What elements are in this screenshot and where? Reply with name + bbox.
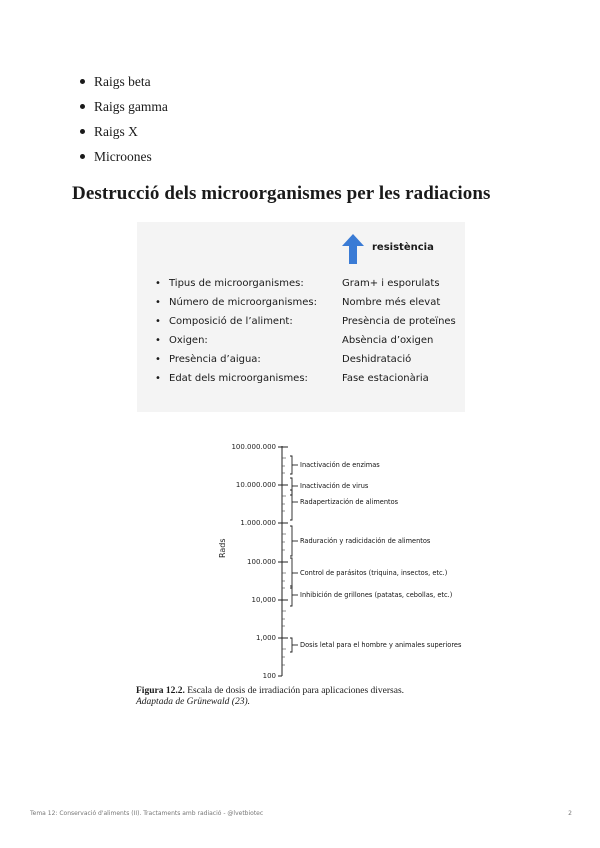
application-label: Inactivación de virus	[300, 482, 369, 490]
list-item: Microones	[78, 147, 168, 172]
resistant-value: Nombre més elevat	[342, 297, 441, 308]
tick-label: 100.000	[247, 558, 276, 566]
application-label: Dosis letal para el hombre y animales superiores	[300, 641, 462, 649]
radiation-types-list	[78, 72, 168, 172]
figure-label: Figura 12.2.	[136, 686, 185, 696]
list-item: Raigs gamma	[78, 97, 168, 122]
bullet-icon: •	[155, 373, 161, 384]
resistance-label: resistència	[372, 242, 434, 253]
caption-source: Adaptada de Grünewald (23).	[136, 697, 250, 707]
list-item: Raigs X	[78, 122, 168, 147]
footer-text: Tema 12: Conservació d'aliments (II). Tractaments amb radiació - @lvetbiotec	[30, 810, 264, 817]
bullet-icon	[80, 104, 85, 109]
resistant-value: Gram+ i esporulats	[342, 278, 440, 289]
application-label: Raduración y radicidación de alimentos	[300, 537, 431, 545]
dose-scale-figure	[220, 440, 490, 685]
resistant-value: Presència de proteïnes	[342, 316, 456, 327]
bullet-icon	[80, 129, 85, 134]
bullet-icon: •	[155, 335, 161, 346]
factor-label: Oxigen:	[169, 335, 208, 346]
application-label: Inactivación de enzimas	[300, 461, 380, 469]
resistant-value: Absència d’oxigen	[342, 335, 434, 346]
section-heading: Destrucció dels microorganismes per les radiacions	[72, 183, 491, 204]
tick-label: 1.000.000	[240, 519, 276, 527]
tick-label: 100.000.000	[231, 443, 276, 451]
page-footer	[30, 810, 572, 817]
tick-label: 100	[262, 672, 276, 680]
application-label: Radapertización de alimentos	[300, 498, 399, 506]
resistance-factors-panel	[137, 222, 465, 412]
factor-label: Tipus de microorganismes:	[169, 278, 304, 289]
bullet-icon: •	[155, 297, 161, 308]
bullet-icon: •	[155, 354, 161, 365]
tick-label: 1,000	[255, 634, 276, 642]
tick-label: 10.000.000	[235, 481, 276, 489]
bullet-icon: •	[155, 316, 161, 327]
bullet-icon	[80, 79, 85, 84]
arrow-up-icon	[342, 234, 364, 264]
factor-label: Composició de l’aliment:	[169, 316, 293, 327]
resistant-value: Deshidratació	[342, 354, 412, 365]
list-item: Raigs beta	[78, 72, 168, 97]
bullet-icon: •	[155, 278, 161, 289]
resistant-value: Fase estacionària	[342, 373, 429, 384]
page-number: 2	[568, 810, 572, 817]
caption-text: Escala de dosis de irradiación para aplicaciones diversas.	[184, 686, 405, 696]
factor-label: Número de microorganismes:	[169, 297, 317, 308]
axis-title: Rads	[218, 538, 227, 558]
factor-label: Presència d’aigua:	[169, 354, 261, 365]
application-label: Inhibición de grillones (patatas, cebollas, etc.)	[300, 591, 453, 599]
figure-caption	[136, 686, 404, 708]
factor-label: Edat dels microorganismes:	[169, 373, 308, 384]
tick-label: 10,000	[251, 596, 276, 604]
bullet-icon	[80, 154, 85, 159]
application-label: Control de parásitos (triquina, insectos, etc.)	[300, 569, 448, 577]
